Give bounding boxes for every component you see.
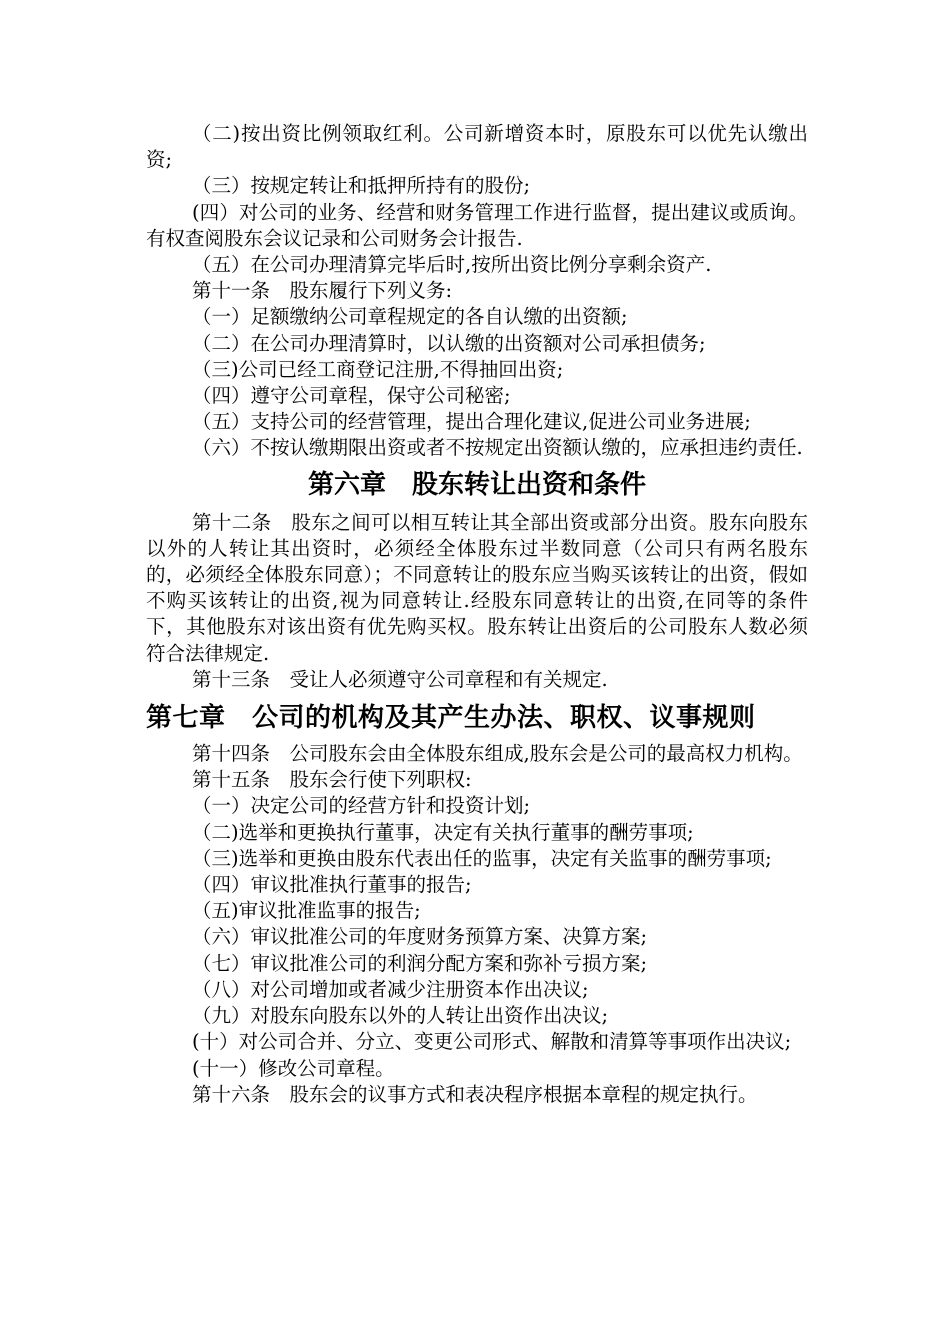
paragraph: （八）对公司增加或者减少注册资本作出决议; bbox=[192, 977, 589, 1001]
paragraph: （二)选举和更换执行董事，决定有关执行董事的酬劳事项; bbox=[192, 820, 694, 844]
paragraph: （三)选举和更换由股东代表出任的监事，决定有关监事的酬劳事项; bbox=[192, 846, 772, 870]
document-page bbox=[146, 121, 808, 1108]
paragraph: （六）审议批准公司的年度财务预算方案、决算方案; bbox=[192, 925, 648, 949]
chapter-title: 第七章 公司的机构及其产生办法、职权、议事规则 bbox=[146, 703, 756, 734]
paragraph: （六）不按认缴期限出资或者不按规定出资额认缴的，应承担违约责任. bbox=[192, 436, 803, 460]
paragraph: （一）足额缴纳公司章程规定的各自认缴的出资额; bbox=[192, 305, 628, 329]
chapter-title: 第六章 股东转让出资和条件 bbox=[307, 469, 646, 500]
paragraph: (四）对公司的业务、经营和财务管理工作进行监督，提出建议或质询。有权查阅股东会议记录和公司财务会计报告. bbox=[146, 200, 808, 250]
paragraph: （五）支持公司的经营管理，提出合理化建议,促进公司业务进展; bbox=[192, 410, 751, 434]
paragraph: （九）对股东向股东以外的人转让出资作出决议; bbox=[192, 1004, 609, 1028]
paragraph: （七）审议批准公司的利润分配方案和弥补亏损方案; bbox=[192, 951, 648, 975]
paragraph: (十）对公司合并、分立、变更公司形式、解散和清算等事项作出决议; bbox=[192, 1030, 792, 1054]
article-heading: 第十一条 股东履行下列义务: bbox=[192, 279, 453, 303]
article-heading: 第十五条 股东会行使下列职权: bbox=[192, 768, 472, 792]
paragraph: （四）审议批准执行董事的报告; bbox=[192, 873, 472, 897]
paragraph: （四）遵守公司章程，保守公司秘密; bbox=[192, 384, 511, 408]
paragraph: （三）按规定转让和抵押所持有的股份; bbox=[192, 174, 531, 198]
paragraph: 第十四条 公司股东会由全体股东组成,股东会是公司的最高权力机构。 bbox=[192, 742, 803, 766]
paragraph: 第十二条 股东之间可以相互转让其全部出资或部分出资。股东向股东以外的人转让其出资时，必须经全体股东过半数同意（公司只有两名股东的，必须经全体股东同意）；不同意转让的股东应当购买该转让的出资，假如不购买该转让的出资,视为同意转让.经股东同意转让的出资,在同等的条件下，其他股东对该出资有优先购买权。股东转让出资后的公司股东人数必须符合法律规定. bbox=[146, 510, 808, 665]
paragraph: （二)按出资比例领取红利。公司新增资本时，原股东可以优先认缴出资; bbox=[146, 122, 808, 172]
paragraph: （五)审议批准监事的报告; bbox=[192, 899, 421, 923]
paragraph: （三)公司已经工商登记注册,不得抽回出资; bbox=[192, 357, 564, 381]
paragraph: （五）在公司办理清算完毕后时,按所出资比例分享剩余资产. bbox=[192, 253, 712, 277]
paragraph: (十一）修改公司章程。 bbox=[192, 1056, 395, 1080]
paragraph: （二）在公司办理清算时，以认缴的出资额对公司承担债务; bbox=[192, 331, 706, 355]
paragraph: 第十三条 受让人必须遵守公司章程和有关规定. bbox=[192, 667, 608, 691]
paragraph: 第十六条 股东会的议事方式和表决程序根据本章程的规定执行。 bbox=[192, 1082, 758, 1106]
paragraph: （一）决定公司的经营方针和投资计划; bbox=[192, 794, 531, 818]
